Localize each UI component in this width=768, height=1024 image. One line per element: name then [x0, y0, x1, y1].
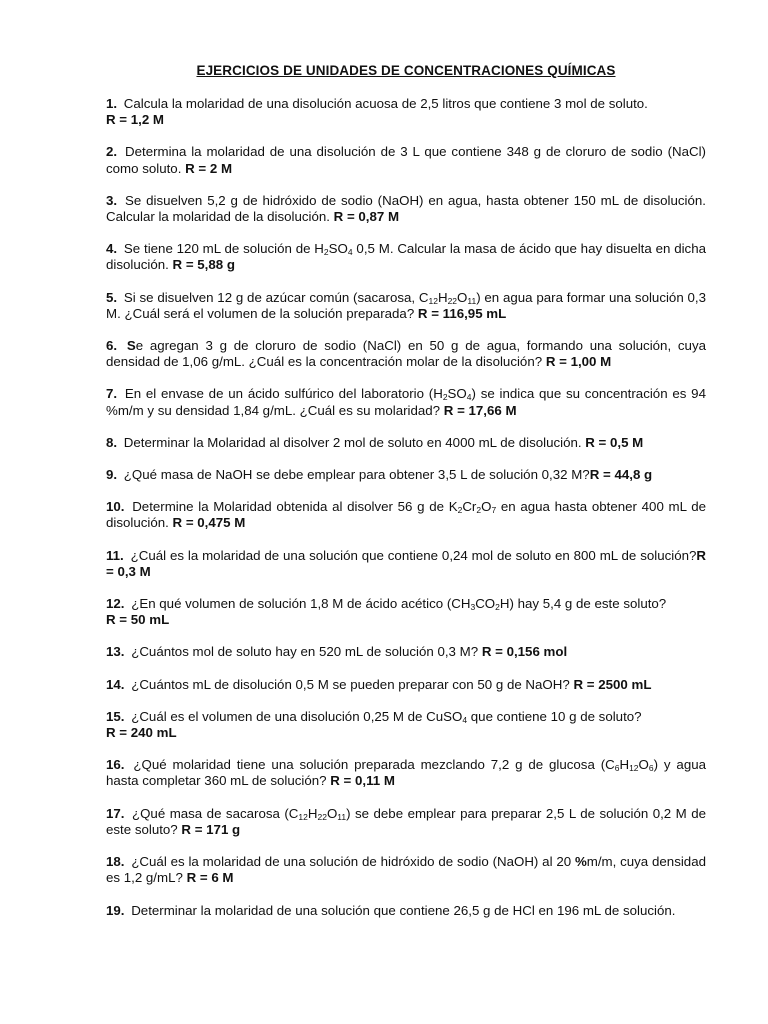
exercise-item	[106, 903, 706, 919]
exercise-number: 6.	[106, 338, 118, 354]
answer-text: R = 1,00 M	[545, 354, 612, 370]
formula-subscript: 2	[323, 247, 329, 258]
answer-text: R = 0,475 M	[172, 515, 246, 531]
formula-subscript: 6	[614, 763, 620, 774]
answer-text: R = 1,2 M	[106, 112, 165, 128]
formula-subscript: 12	[428, 295, 438, 306]
formula-subscript: 11	[467, 295, 477, 306]
bold-text: %	[574, 854, 587, 870]
answer-text: R = 2500 mL	[573, 676, 652, 692]
exercise-item	[106, 757, 706, 789]
exercise-text: ¿Qué molaridad tiene una solución preparada mezclando 7,2 g de glucosa (C	[133, 757, 615, 773]
answer-text: R = 17,66 M	[443, 402, 517, 418]
answer-text: R = 6 M	[186, 870, 234, 886]
exercise-text: ¿Cuál es la molaridad de una solución de hidróxido de sodio (NaOH) al 20	[131, 854, 575, 870]
exercise-text: ¿Cuál es la molaridad de una solución que contiene 0,24 mol de soluto en 800 mL de solución?	[130, 547, 697, 563]
exercise-number: 3.	[106, 192, 118, 208]
document-page	[106, 62, 706, 935]
exercise-text: CO	[475, 596, 496, 612]
exercise-text: Determine la Molaridad obtenida al disolver 56 g de K	[132, 499, 458, 515]
exercise-item	[106, 499, 706, 531]
exercise-number: 12.	[106, 596, 125, 612]
exercise-item	[106, 596, 706, 628]
exercise-text: ¿Qué masa de NaOH se debe emplear para obtener 3,5 L de solución 0,32 M?	[123, 467, 590, 483]
exercise-item	[106, 386, 706, 418]
exercise-item	[106, 435, 706, 451]
exercise-number: 2.	[106, 144, 118, 160]
exercise-item	[106, 677, 706, 693]
exercise-text: ¿Cuál es el volumen de una disolución 0,25 M de CuSO	[131, 708, 463, 724]
exercise-number: 11.	[106, 547, 124, 563]
answer-text: R = 0,87 M	[333, 209, 400, 225]
answer-text: R = 240 mL	[106, 725, 177, 741]
exercise-number: 1.	[106, 96, 118, 111]
exercise-text: e agregan 3 g de cloruro de sodio (NaCl) en 50 g de agua, formando una solución, cuya densidad de 1,06 g/mL. ¿Cuál es la concentración molar de la disolución?	[106, 338, 706, 370]
exercise-item	[106, 290, 706, 322]
exercise-text: m/m, cuya densidad es 1,2 g/mL?	[106, 854, 706, 886]
exercise-text: ¿Qué masa de sacarosa (C	[131, 805, 299, 821]
answer-text: R = 116,95 mL	[417, 305, 507, 321]
exercise-number: 9.	[106, 467, 118, 483]
exercise-text: En el envase de un ácido sulfúrico del laboratorio (H	[124, 386, 443, 402]
exercise-item	[106, 144, 706, 176]
exercise-item	[106, 193, 706, 225]
formula-subscript: 2	[442, 392, 448, 403]
formula-subscript: 2	[457, 505, 463, 516]
exercise-text: ) se indica que su concentración es 94 %m/m y su densidad 1,84 g/mL. ¿Cuál es su molaridad?	[106, 386, 706, 418]
bold-text: S	[126, 338, 136, 354]
exercise-text: H	[437, 289, 448, 305]
exercise-text: Determina la molaridad de una disolución de 3 L que contiene 348 g de cloruro de sodio (NaCl) como soluto.	[106, 144, 706, 176]
formula-subscript: 2	[495, 602, 500, 613]
answer-text: R = 5,88 g	[172, 257, 235, 273]
answer-text: R = 50 mL	[106, 612, 170, 628]
exercise-text: ¿Cuántos mL de disolución 0,5 M se pueden preparar con 50 g de NaOH?	[131, 676, 574, 692]
exercise-item	[106, 806, 706, 838]
document-title: EJERCICIOS DE UNIDADES DE CONCENTRACIONES QUÍMICAS	[196, 63, 616, 78]
exercise-text: O	[457, 289, 468, 305]
exercise-number: 15.	[106, 708, 125, 724]
exercise-number: 13.	[106, 644, 125, 660]
exercise-number: 4.	[106, 241, 118, 257]
answer-text: R = 171 g	[181, 821, 241, 837]
exercise-text: H) hay 5,4 g de este soluto?	[499, 596, 667, 612]
formula-subscript: 4	[347, 247, 353, 258]
exercise-text: ) se debe emplear para preparar 2,5 L de solución 0,2 M de este soluto?	[106, 805, 706, 837]
exercise-item	[106, 467, 706, 483]
formula-subscript: 11	[337, 811, 347, 822]
exercise-text: ) en agua para formar una solución 0,3 M. ¿Cuál será el volumen de la solución preparada?	[106, 289, 706, 321]
exercise-item	[106, 709, 706, 741]
exercise-item	[106, 96, 706, 128]
exercise-text: H	[307, 805, 318, 821]
exercise-text: SO	[447, 386, 467, 402]
answer-text: R = 44,8 g	[589, 467, 653, 483]
exercise-item	[106, 644, 706, 660]
answer-text: R = 0,11 M	[330, 773, 395, 789]
exercise-text: ) y agua hasta completar 360 mL de solución?	[106, 757, 707, 789]
exercise-list	[106, 96, 706, 919]
exercise-item	[106, 854, 706, 886]
exercise-text: Calcula la molaridad de una disolución acuosa de 2,5 litros que contiene 3 mol de soluto.	[123, 96, 648, 111]
exercise-number: 19.	[106, 902, 125, 918]
exercise-item	[106, 338, 706, 370]
exercise-number: 16.	[106, 757, 125, 773]
formula-subscript: 4	[462, 714, 468, 725]
exercise-number: 17.	[106, 805, 125, 821]
exercise-number: 7.	[106, 386, 118, 402]
exercise-text: O	[481, 499, 492, 515]
formula-subscript: 4	[466, 392, 472, 403]
exercise-text: Si se disuelven 12 g de azúcar común (sacarosa, C	[123, 289, 429, 305]
formula-subscript: 2	[476, 505, 482, 516]
formula-subscript: 7	[491, 505, 497, 516]
formula-subscript: 6	[648, 763, 654, 774]
exercise-number: 8.	[106, 434, 118, 450]
exercise-number: 18.	[106, 854, 125, 870]
exercise-number: 10.	[106, 499, 125, 515]
formula-subscript: 22	[317, 811, 327, 822]
exercise-text: Determinar la molaridad de una solución que contiene 26,5 g de HCl en 196 mL de solución.	[131, 902, 676, 918]
answer-text: R = 2 M	[185, 160, 233, 176]
exercise-text: Determinar la Molaridad al disolver 2 mol de soluto en 4000 mL de disolución.	[123, 434, 586, 450]
exercise-number: 14.	[106, 676, 125, 692]
exercise-text: SO	[328, 241, 348, 257]
exercise-text: en agua hasta obtener 400 mL de disolución.	[106, 499, 707, 531]
answer-text: R = 0,5 M	[585, 434, 644, 450]
formula-subscript: 12	[298, 811, 308, 822]
exercise-text: Cr	[462, 499, 477, 515]
formula-subscript: 12	[629, 763, 639, 774]
exercise-text: que contiene 10 g de soluto?	[467, 708, 642, 724]
answer-text: R = 0,156 mol	[481, 644, 568, 660]
exercise-text: O	[326, 805, 338, 821]
formula-subscript: 3	[470, 602, 476, 613]
exercise-text: ¿En qué volumen de solución 1,8 M de ácido acético (CH	[131, 596, 471, 612]
exercise-text: O	[638, 757, 649, 773]
exercise-number: 5.	[106, 289, 118, 305]
exercise-text: Se tiene 120 mL de solución de H	[123, 241, 324, 257]
exercise-item	[106, 241, 706, 273]
exercise-text: ¿Cuántos mol de soluto hay en 520 mL de solución 0,3 M?	[131, 644, 482, 660]
exercise-text: Se disuelven 5,2 g de hidróxido de sodio (NaOH) en agua, hasta obtener 150 mL de disolución. Calcular la molaridad de la disolución.	[106, 192, 706, 225]
exercise-text: H	[619, 757, 630, 773]
exercise-text: 0,5 M. Calcular la masa de ácido que hay disuelta en dicha disolución.	[106, 241, 706, 273]
formula-subscript: 22	[447, 295, 458, 306]
answer-text: R = 0,3 M	[106, 547, 706, 579]
exercise-item	[106, 548, 706, 580]
